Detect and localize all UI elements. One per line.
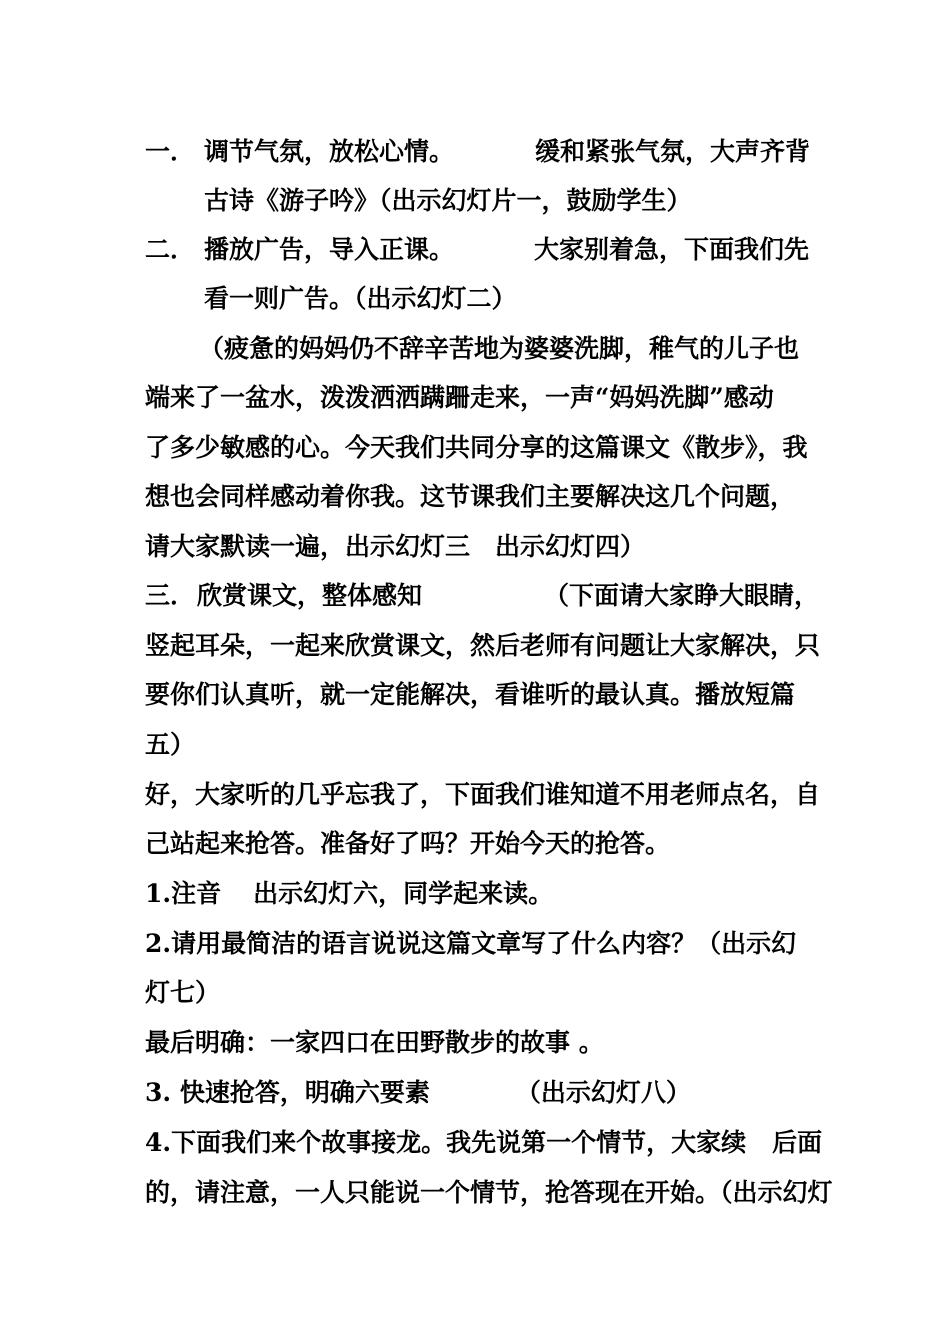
text-line	[145, 433, 807, 463]
text-segment: 古诗《游子吟》（出示幻灯片一，鼓励学生）	[204, 186, 692, 215]
section-heading: 调节气氛，放松心情。	[204, 137, 455, 166]
text-segment: 好，大家听的几乎忘我了，下面我们谁知道不用老师点名，自	[145, 780, 821, 809]
list-number: 2.	[145, 929, 172, 958]
text-segment: 缓和紧张气氛，大声齐背	[535, 137, 811, 166]
text-segment: 出示幻灯六，同学起来读。	[253, 879, 554, 908]
text-segment: 灯七）	[145, 978, 221, 1007]
text-line	[204, 284, 807, 314]
list-number: 3.	[145, 1078, 172, 1107]
text-segment: （下面请大家睁大眼睛，	[544, 581, 820, 610]
text-line	[145, 1028, 807, 1058]
text-line	[145, 631, 821, 661]
text-line	[145, 780, 821, 810]
text-segment: 要你们认真听，就一定能解决，看谁听的最认真。播放短篇	[145, 680, 796, 709]
text-line	[145, 532, 807, 562]
text-segment: 注音	[171, 879, 222, 908]
list-number: 二．	[145, 235, 196, 264]
text-segment: 下面我们来个故事接龙。我先说第一个情节，大家续	[171, 1128, 747, 1157]
text-segment: 快速抢答，明确六要素	[171, 1078, 430, 1107]
text-line	[145, 978, 807, 1008]
section-heading: 播放广告，导入正课。	[204, 235, 455, 264]
text-line	[145, 1178, 833, 1208]
text-segment: 端来了一盆水，泼泼洒洒蹒跚走来，一声“妈妈洗脚”感动	[145, 383, 774, 412]
text-line	[145, 929, 807, 959]
text-segment: 了多少敏感的心。今天我们共同分享的这篇课文《散步》，我	[145, 433, 808, 462]
text-segment: 五）	[145, 730, 196, 759]
text-segment: 请大家默读一遍，出示幻灯三 出示幻灯四）	[145, 532, 646, 561]
text-segment: （疲惫的妈妈仍不辞辛苦地为婆婆洗脚，稚气的儿子也	[199, 334, 800, 363]
text-line	[145, 680, 807, 710]
text-segment: 后面	[772, 1128, 823, 1157]
list-number: 4.	[145, 1128, 172, 1157]
text-segment: 的，请注意，一人只能说一个情节，抢答现在开始。（出示幻灯	[145, 1178, 833, 1207]
text-line	[145, 829, 807, 859]
text-line	[204, 186, 807, 216]
list-number: 三．	[145, 581, 196, 610]
text-line	[145, 730, 807, 760]
text-line	[145, 581, 820, 611]
section-heading: 欣赏课文，整体感知	[197, 581, 423, 610]
text-line	[145, 383, 807, 413]
text-segment: 最后明确：一家四口在田野散步的故事 。	[145, 1028, 604, 1057]
text-line	[145, 235, 810, 265]
text-line	[145, 1078, 807, 1108]
text-segment: 竖起耳朵，一起来欣赏课文，然后老师有问题让大家解决，只	[145, 631, 821, 660]
text-segment: 看一则广告。（出示幻灯二）	[204, 284, 517, 313]
text-segment: （出示幻灯八）	[515, 1078, 691, 1107]
list-number: 一．	[145, 137, 196, 166]
text-line	[145, 137, 811, 167]
text-line	[145, 1128, 823, 1158]
text-line	[199, 334, 807, 364]
text-line	[145, 482, 807, 512]
text-segment: 想也会同样感动着你我。这节课我们主要解决这几个问题，	[145, 482, 796, 511]
text-line	[145, 879, 807, 909]
list-number: 1.	[145, 879, 172, 908]
text-segment: 请用最简洁的语言说说这篇文章写了什么内容？（出示幻	[171, 929, 797, 958]
text-segment: 己站起来抢答。准备好了吗？开始今天的抢答。	[145, 829, 671, 858]
text-segment: 大家别着急，下面我们先	[534, 235, 810, 264]
